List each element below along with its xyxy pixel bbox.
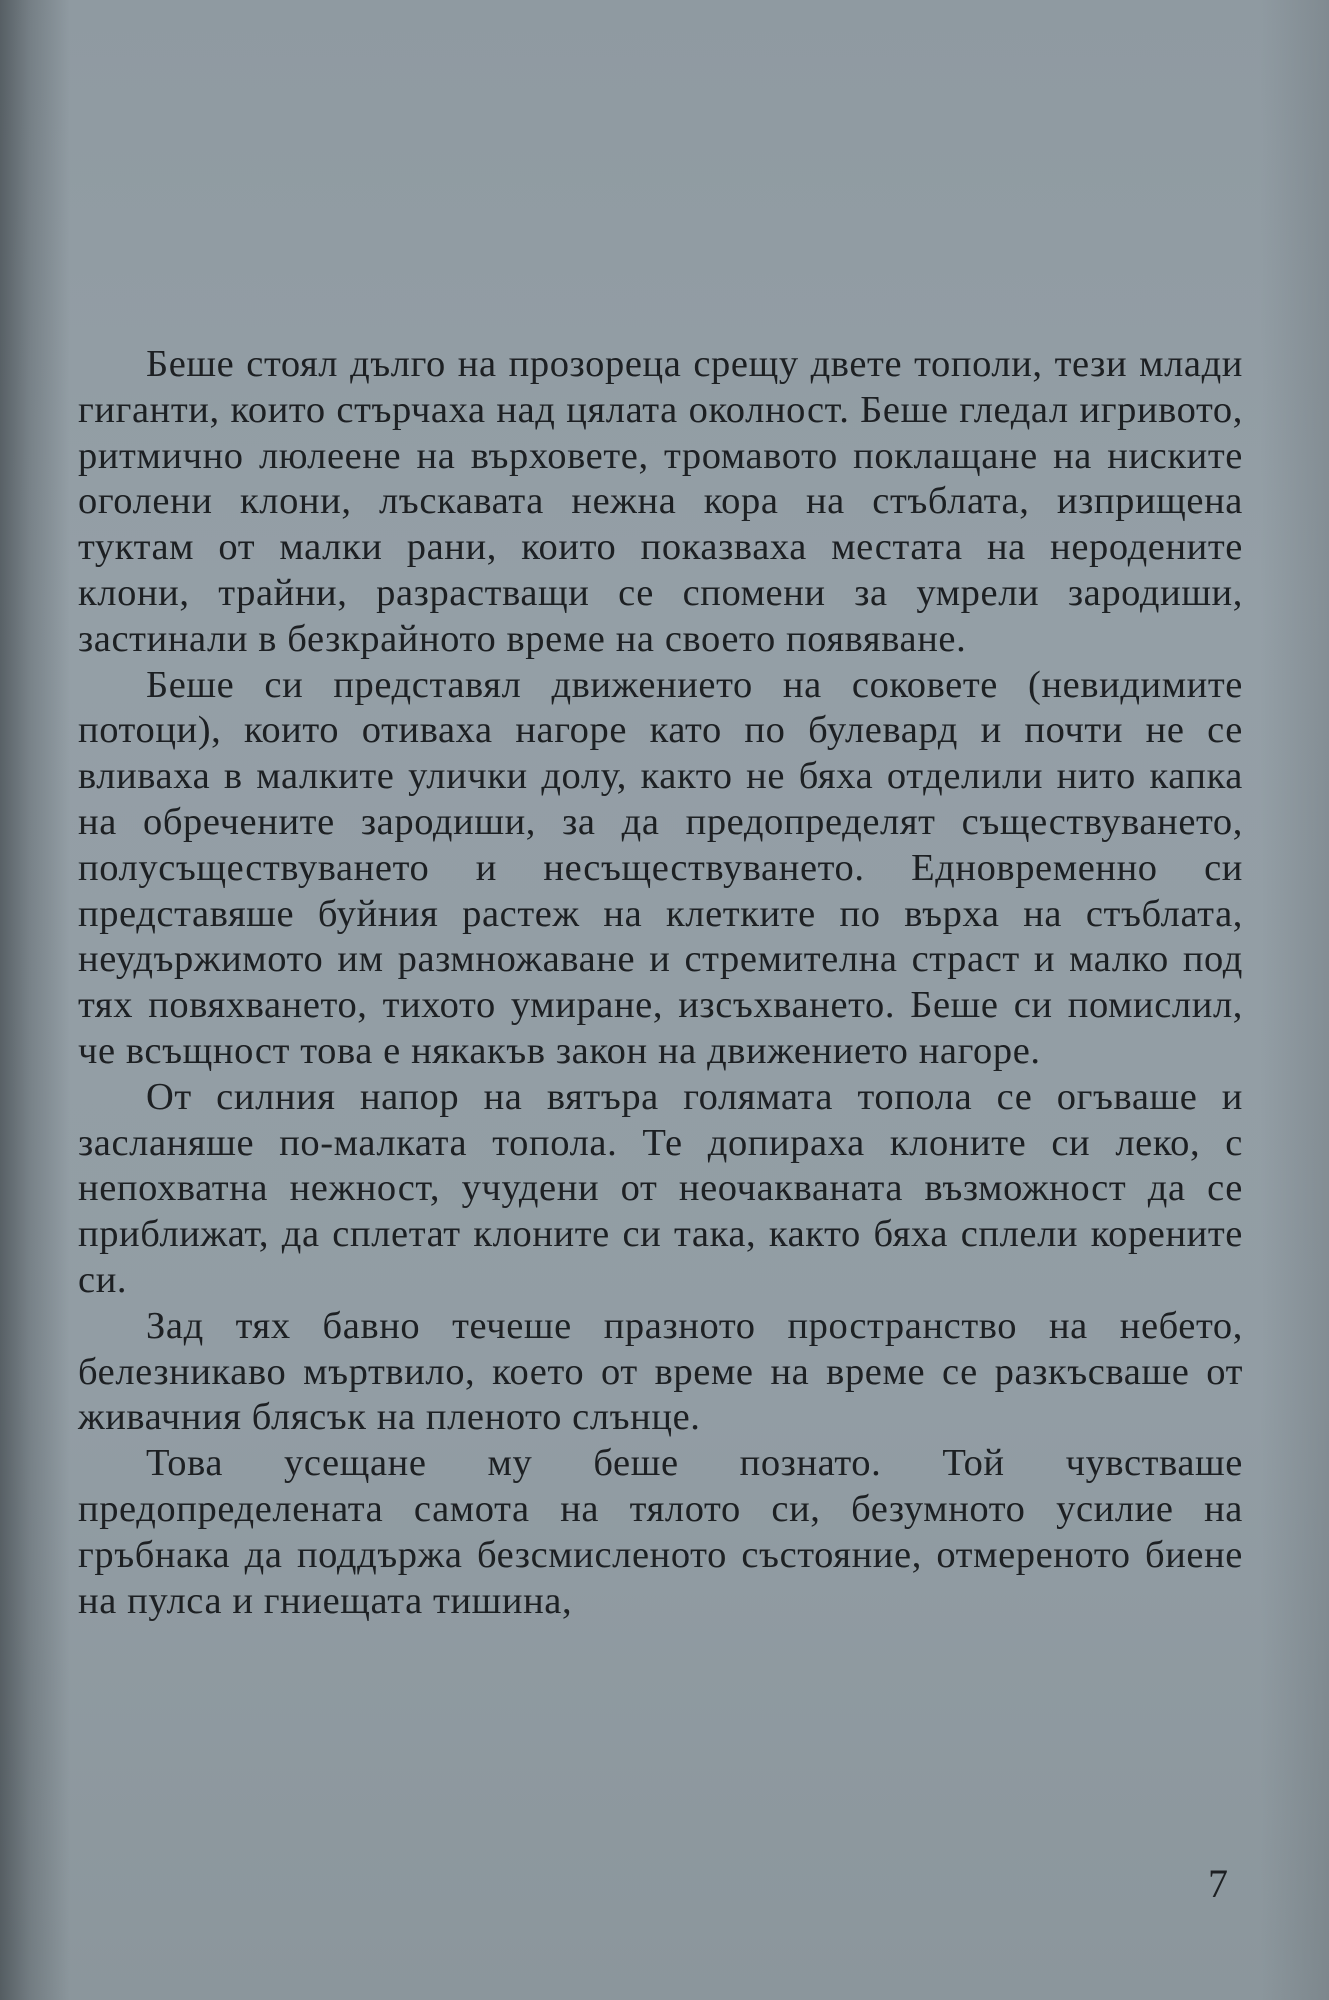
paragraph-2: Беше си представял движението на соковете (невидимите потоци), които отиваха нагоре като по булевард и почти не се вливаха в малките улички долу, както не бяха отделили нито капка на обречените зародиши, за да предопределят съществуването, полусъществуването и несъществуването. Едновременно си представяше буйния растеж на клетките по върха на стъблата, неудържимото им размножаване и стремителна страст и малко под тях повяхването, тихото умиране, изсъхването. Беше си помислил, че всъщност това е някакъв закон на движението нагоре. <box>78 663 1243 1072</box>
paragraph-3: От силния напор на вятъра голямата топола се огъваше и засланяше по-малката топола. Те допираха клоните си леко, с непохватна нежност, учудени от неочакваната възможност да се приближат, да сплетат клоните си така, както бяха сплели корените си. <box>78 1075 1243 1301</box>
page-number: 7 <box>1208 1861 1228 1906</box>
paragraph-4: Зад тях бавно течеше празното пространство на небето, белезникаво мъртвило, което от време на време се разкъсваше от живачния блясък на пленото слънце. <box>78 1304 1243 1439</box>
page-body-text <box>78 342 1243 1624</box>
paragraph-5: Това усещане му беше познато. Той чувстваше предопределената самота на тялото си, безумното усилие на гръбнака да поддържа безсмисленото състояние, отмереното биене на пулса и гниещата тишина, <box>78 1442 1243 1622</box>
paragraph-1: Беше стоял дълго на прозореца срещу двете тополи, тези млади гиганти, които стърчаха над цялата околност. Беше гледал игривото, ритмично люлеене на върховете, тромавото поклащане на ниските оголени клони, лъскавата нежна кора на стъблата, изприщена туктам от малки рани, които показваха местата на неродените клони, трайни, разрастващи се спомени за умрели зародиши, застинали в безкрайното време на своето появяване. <box>78 343 1243 660</box>
